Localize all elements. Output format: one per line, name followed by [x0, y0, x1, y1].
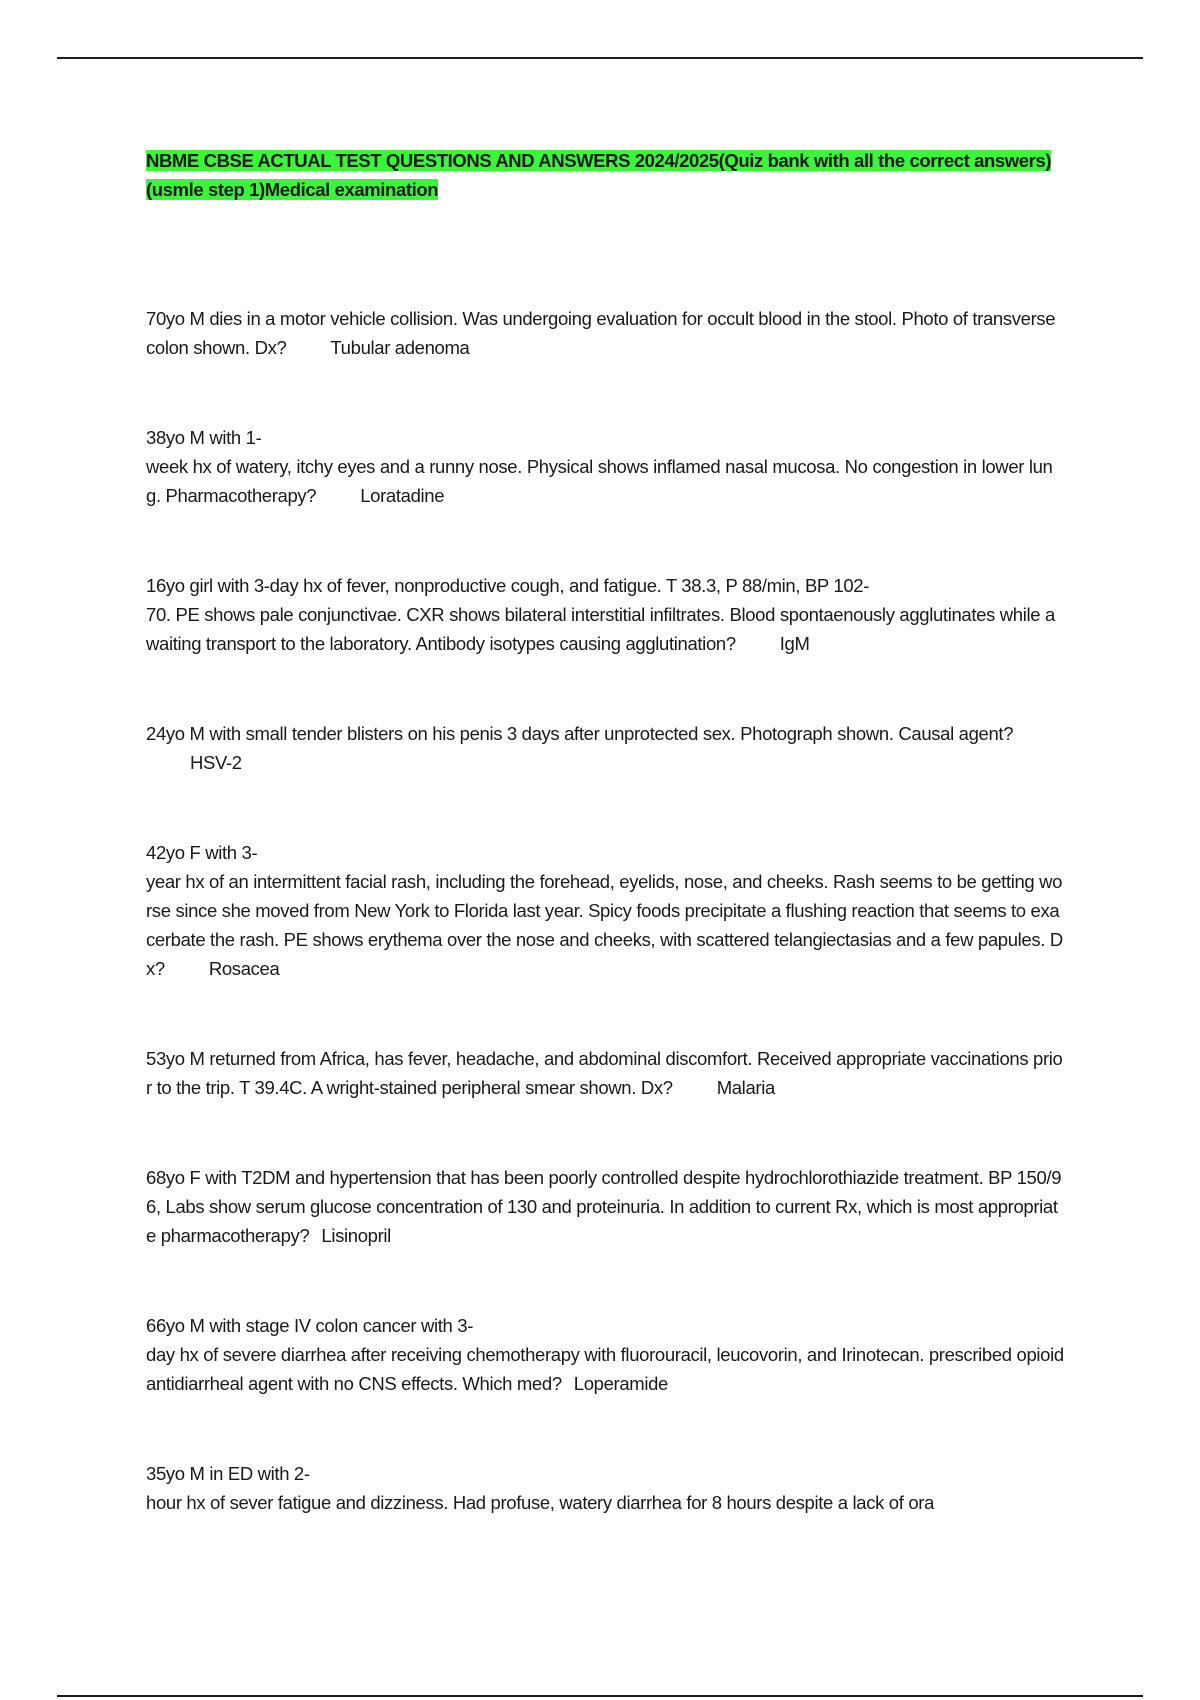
header-rule — [57, 57, 1143, 59]
qa-answer: HSV-2 — [190, 752, 242, 773]
qa-question: 70. PE shows pale conjunctivae. CXR shows bilateral interstitial infiltrates. Blood spontaenously agglutinates while awaiting transport to the laboratory. Antibody isotypes causing agglutination? — [146, 604, 1055, 654]
qa-item — [146, 571, 1066, 658]
qa-answer: IgM — [779, 633, 810, 654]
qa-answer: Loratadine — [360, 485, 445, 506]
qa-lead: 38yo M with 1- — [146, 427, 262, 448]
qa-question: 53yo M returned from Africa, has fever, headache, and abdominal discomfort. Received appropriate vaccinations prior to the trip. T 39.4C. A wright-stained peripheral smear shown. Dx? — [146, 1048, 1063, 1098]
qa-lead: 16yo girl with 3-day hx of fever, nonproductive cough, and fatigue. T 38.3, P 88/min, BP 102- — [146, 575, 870, 596]
qa-answer: Lisinopril — [321, 1225, 391, 1246]
qa-answer: Malaria — [716, 1077, 775, 1098]
qa-item — [146, 838, 1066, 983]
qa-item — [146, 304, 1066, 362]
qa-item — [146, 1459, 1066, 1517]
qa-lead: 66yo M with stage IV colon cancer with 3- — [146, 1315, 474, 1336]
qa-lead: 42yo F with 3- — [146, 842, 258, 863]
qa-question: week hx of watery, itchy eyes and a runny nose. Physical shows inflamed nasal mucosa. No congestion in lower lung. Pharmacotherapy? — [146, 456, 1053, 506]
qa-question: 70yo M dies in a motor vehicle collision. Was undergoing evaluation for occult blood in the stool. Photo of transverse colon shown. Dx? — [146, 308, 1056, 358]
qa-item — [146, 423, 1066, 510]
title-highlight: NBME CBSE ACTUAL TEST QUESTIONS AND ANSWERS 2024/2025(Quiz bank with all the correct answers)(usmle step 1)Medical examination — [146, 150, 1052, 200]
qa-item — [146, 719, 1066, 777]
qa-item — [146, 1163, 1066, 1250]
document-body — [146, 146, 1066, 1578]
qa-item — [146, 1311, 1066, 1398]
qa-question: 24yo M with small tender blisters on his penis 3 days after unprotected sex. Photograph shown. Causal agent? — [146, 723, 1014, 744]
qa-item — [146, 1044, 1066, 1102]
qa-answer: Rosacea — [208, 958, 280, 979]
qa-question: year hx of an intermittent facial rash, including the forehead, eyelids, nose, and cheeks. Rash seems to be getting worse since she moved from New York to Florida last year. Spicy foods precipitate a flushing reaction that seems to exacerbate the rash. PE shows erythema over the nose and cheeks, with scattered telangiectasias and a few papules. Dx? — [146, 871, 1063, 979]
qa-question: day hx of severe diarrhea after receiving chemotherapy with fluorouracil, leucovorin, and Irinotecan. prescribed opioid antidiarrheal agent with no CNS effects. Which med? — [146, 1344, 1064, 1394]
qa-lead: 35yo M in ED with 2- — [146, 1463, 310, 1484]
document-title — [146, 146, 1066, 204]
qa-answer: Tubular adenoma — [330, 337, 470, 358]
qa-question: hour hx of sever fatigue and dizziness. Had profuse, watery diarrhea for 8 hours despite a lack of ora — [146, 1492, 935, 1513]
qa-question: 68yo F with T2DM and hypertension that has been poorly controlled despite hydrochlorothiazide treatment. BP 150/96, Labs show serum glucose concentration of 130 and proteinuria. In addition to current Rx, which is most appropriate pharmacotherapy? — [146, 1167, 1062, 1246]
footer-rule — [57, 1695, 1143, 1697]
qa-list — [146, 304, 1066, 1517]
qa-answer: Loperamide — [573, 1373, 668, 1394]
